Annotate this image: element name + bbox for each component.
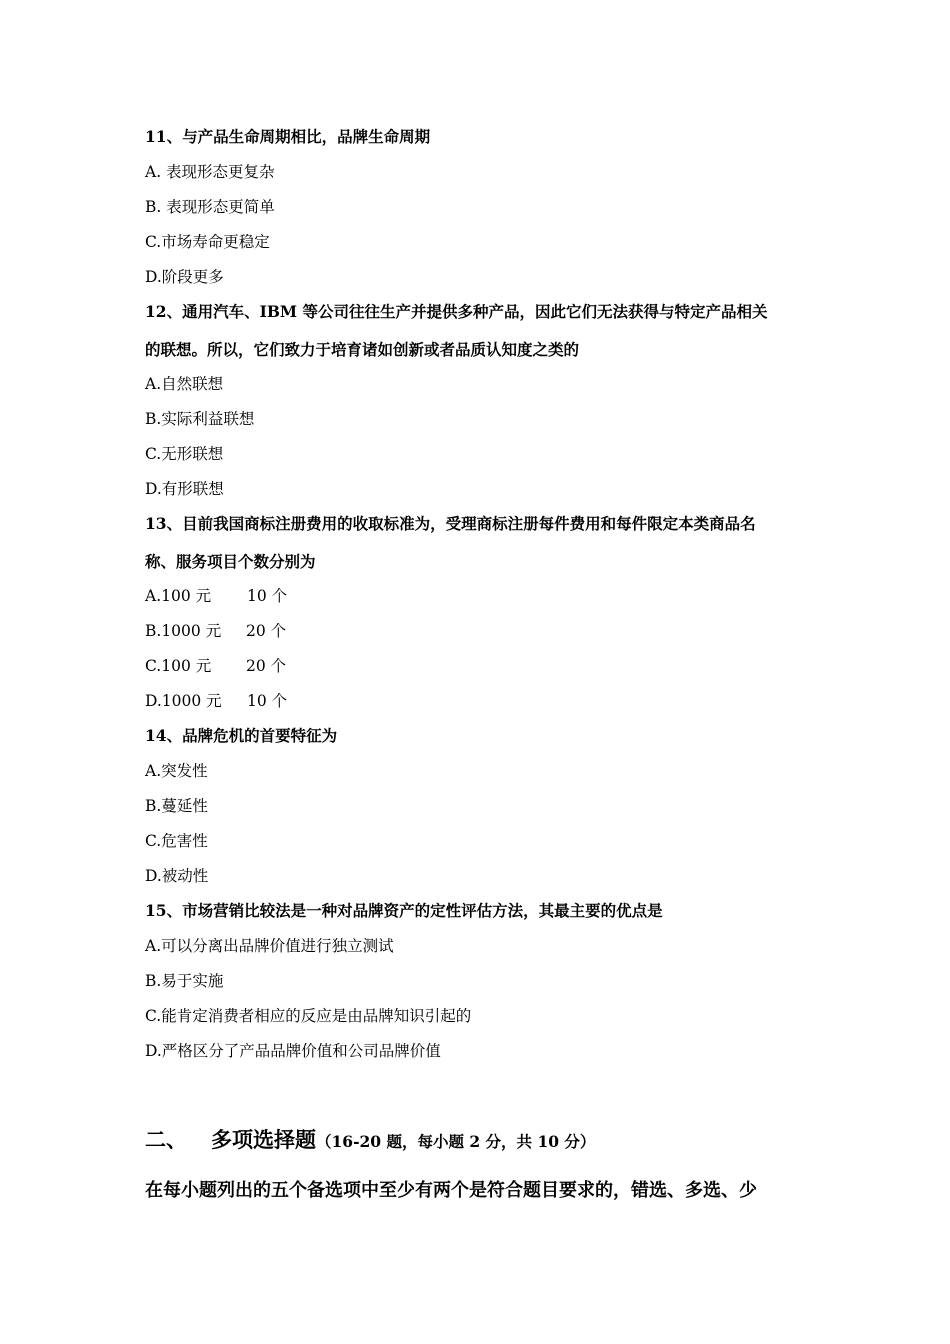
question-12-stem-line1: 12、通用汽车、IBM 等公司往往生产并提供多种产品，因此它们无法获得与特定产品相关 (145, 302, 768, 321)
question-11-option-c: C.市场寿命更稳定 (145, 233, 270, 251)
option-fee: D.1000 元 (145, 692, 222, 710)
question-12-option-a: A.自然联想 (145, 375, 224, 393)
section-number: 二、 (145, 1127, 187, 1152)
option-fee: C.100 元 (145, 657, 212, 675)
question-11-option-b: B. 表现形态更简单 (145, 198, 275, 216)
question-14-option-d: D.被动性 (145, 867, 209, 885)
question-11-stem: 11、与产品生命周期相比，品牌生命周期 (145, 127, 431, 146)
question-15-stem: 15、市场营销比较法是一种对品牌资产的定性评估方法，其最主要的优点是 (145, 901, 663, 920)
option-count: 10 个 (247, 692, 288, 710)
question-13-option-c (145, 656, 286, 676)
option-count: 10 个 (247, 587, 288, 605)
question-12-option-c: C.无形联想 (145, 445, 224, 463)
question-12-option-d: D.有形联想 (145, 480, 224, 498)
question-11-option-a: A. 表现形态更复杂 (145, 163, 275, 181)
question-13-option-b (145, 621, 286, 641)
option-fee: A.100 元 (145, 587, 212, 605)
section-title: 多项选择题 (211, 1127, 316, 1152)
option-count: 20 个 (246, 622, 287, 640)
question-14-option-a: A.突发性 (145, 762, 208, 780)
question-13-stem-line1: 13、目前我国商标注册费用的收取标准为，受理商标注册每件费用和每件限定本类商品名 (145, 514, 756, 533)
section-2-heading (145, 1124, 595, 1154)
question-14-stem: 14、品牌危机的首要特征为 (145, 726, 338, 745)
question-12-option-b: B.实际利益联想 (145, 410, 255, 428)
question-11-option-d: D.阶段更多 (145, 268, 224, 286)
option-count: 20 个 (246, 657, 287, 675)
question-15-option-c: C.能肯定消费者相应的反应是由品牌知识引起的 (145, 1007, 472, 1025)
section-2-instruction: 在每小题列出的五个备选项中至少有两个是符合题目要求的，错选、多选、少 (145, 1180, 757, 1201)
question-13-stem-line2: 称、服务项目个数分别为 (145, 552, 316, 571)
question-15-option-b: B.易于实施 (145, 972, 224, 990)
question-15-option-a: A.可以分离出品牌价值进行独立测试 (145, 937, 394, 955)
section-note: （16-20 题，每小题 2 分，共 10 分） (316, 1132, 596, 1151)
question-12-stem-line2: 的联想。所以，它们致力于培育诸如创新或者品质认知度之类的 (145, 340, 580, 359)
question-15-option-d: D.严格区分了产品品牌价值和公司品牌价值 (145, 1042, 441, 1060)
question-13-option-d (145, 691, 287, 711)
question-14-option-b: B.蔓延性 (145, 797, 208, 815)
question-13-option-a (145, 586, 287, 606)
question-14-option-c: C.危害性 (145, 832, 208, 850)
option-fee: B.1000 元 (145, 622, 222, 640)
